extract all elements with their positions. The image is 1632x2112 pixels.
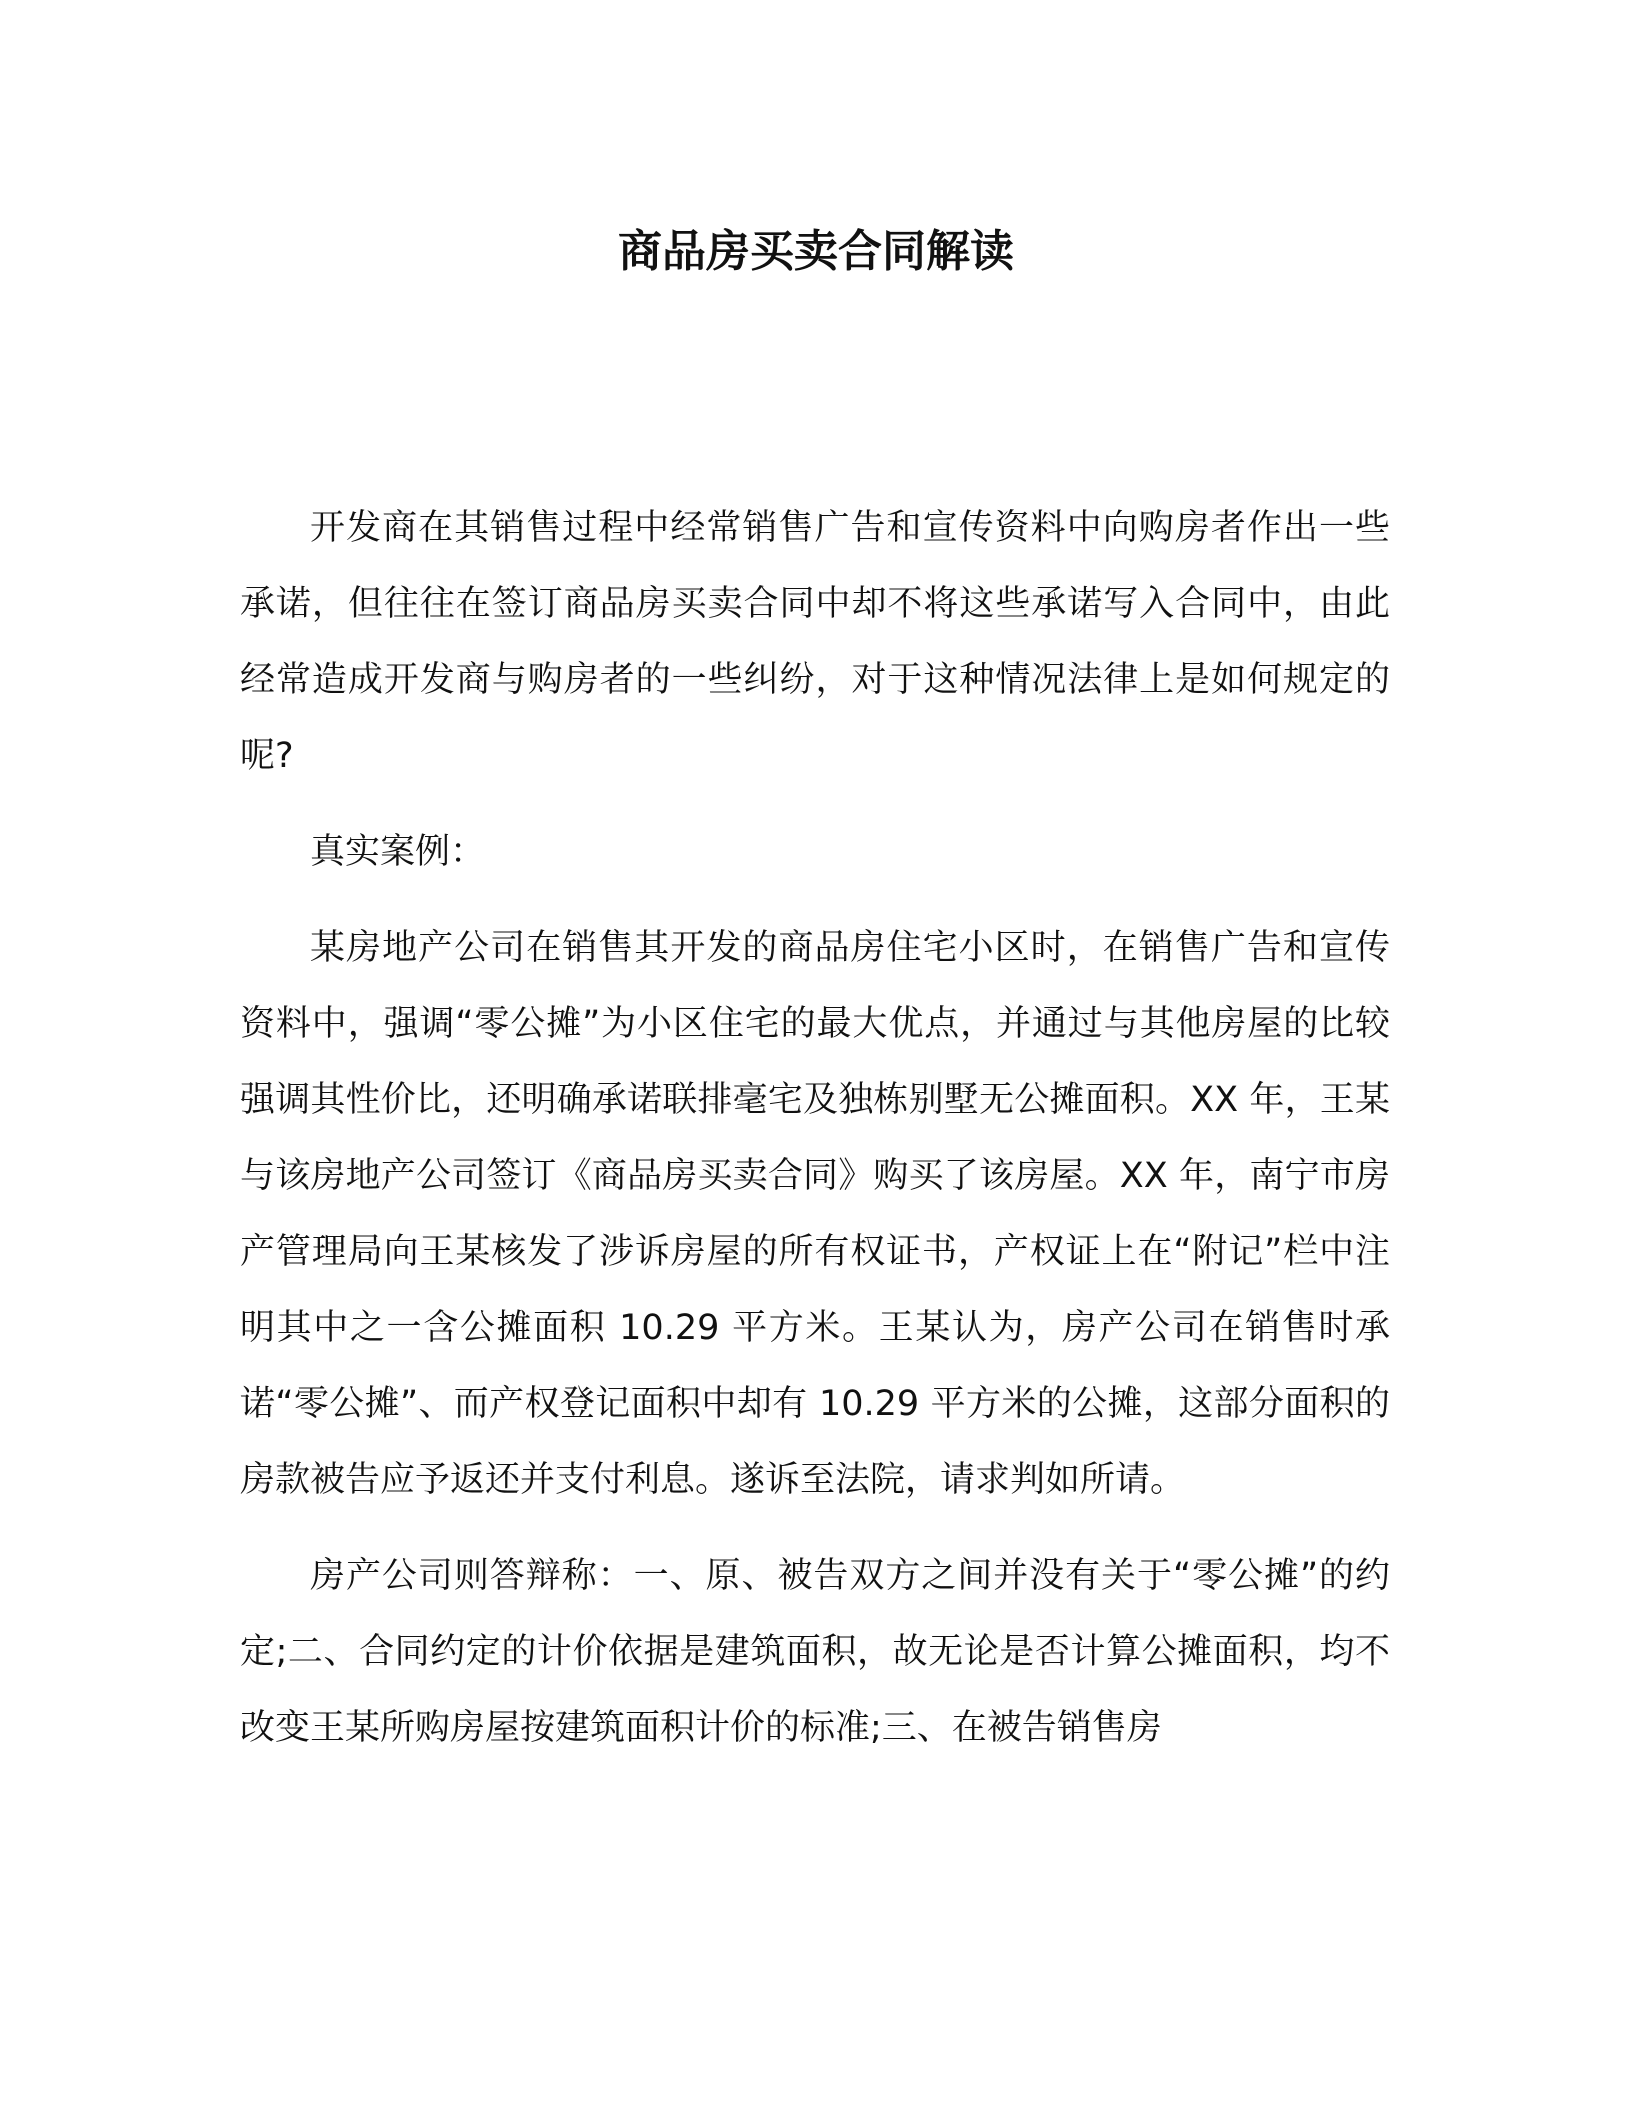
paragraph-defense: 房产公司则答辩称：一、原、被告双方之间并没有关于“零公摊”的约定;二、合同约定的计价依据是建筑面积，故无论是否计算公摊面积，均不改变王某所购房屋按建筑面积计价的标准;三、在被告销售房 [240,1556,1390,1748]
paragraph-case-facts: 某房地产公司在销售其开发的商品房住宅小区时，在销售广告和宣传资料中，强调“零公摊”为小区住宅的最大优点，并通过与其他房屋的比较强调其性价比，还明确承诺联排毫宅及独栋别墅无公摊面积。XX 年，王某与该房地产公司签订《商品房买卖合同》购买了该房屋。XX 年，南宁市房产管理局向王某核发了涉诉房屋的所有权证书，产权证上在“附记”栏中注明其中之一含公摊面积 10.29 平方米。王某认为，房产公司在销售时承诺“零公摊”、而产权登记面积中却有 10.29 平方米的公摊，这部分面积的房款被告应予返还并支付利息。遂诉至法院，请求判如所请。 [240,928,1390,1500]
paragraph-intro: 开发商在其销售过程中经常销售广告和宣传资料中向购房者作出一些承诺，但往往在签订商品房买卖合同中却不将这些承诺写入合同中，由此经常造成开发商与购房者的一些纠纷，对于这种情况法律上是如何规定的呢? [240,508,1390,776]
document-body [240,490,1390,1786]
paragraph-case-heading: 真实案例： [310,832,486,872]
document-title: 商品房买卖合同解读 [618,226,1014,277]
